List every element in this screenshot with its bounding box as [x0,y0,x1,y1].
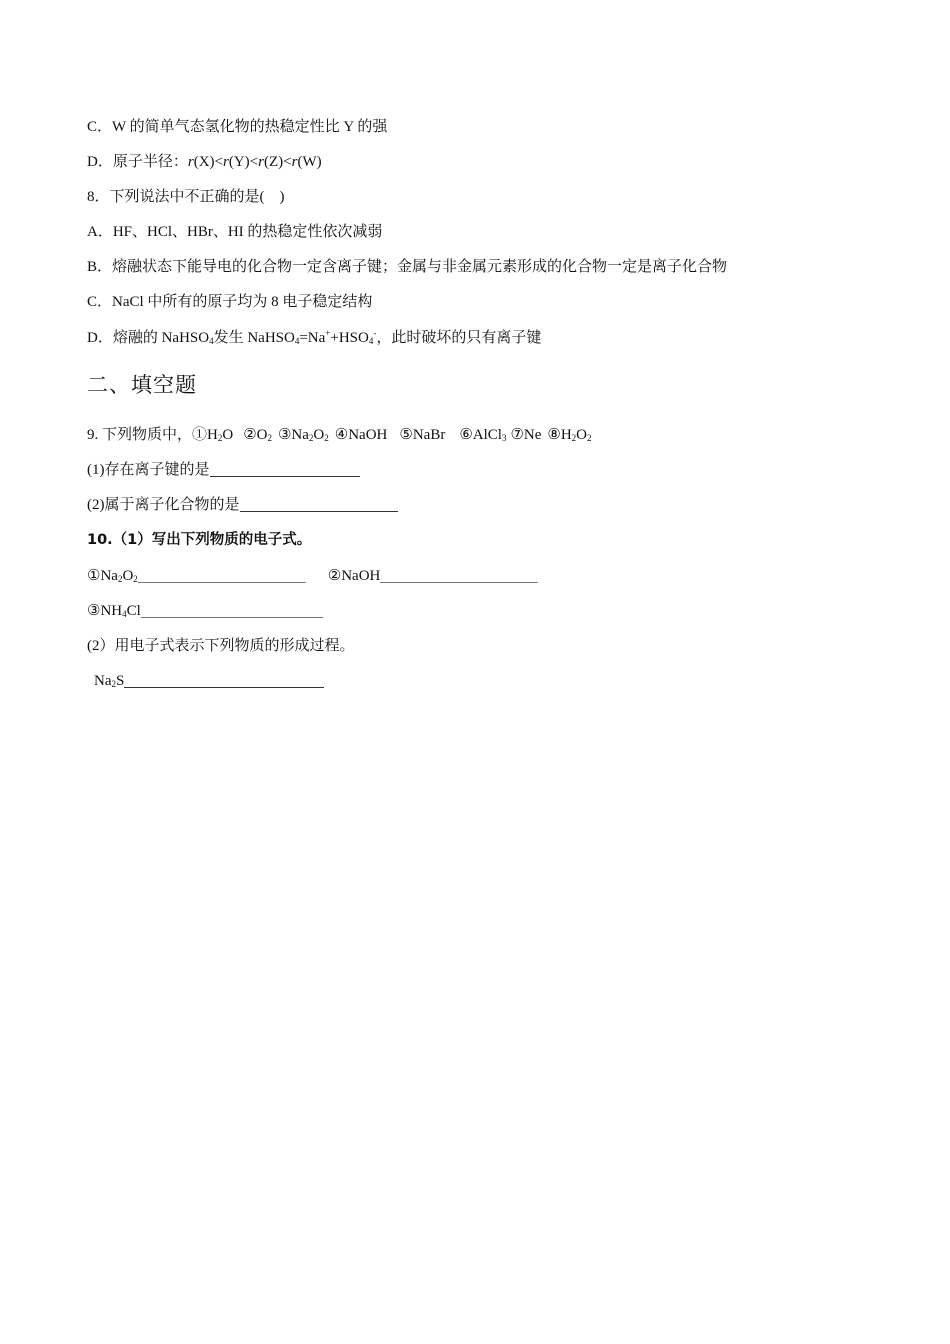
section-title: 二、填空题 [87,373,197,397]
answer-blank[interactable] [380,566,538,583]
q10-part-2: (2）用电子式表示下列物质的形成过程。 [87,638,355,654]
option-text: D．熔融的 NaHSO [87,330,210,346]
q8-option-b: B．熔融状态下能导电的化合物一定含离子键；金属与非金属元素形成的化合物一定是离子化合物 [87,259,728,275]
answer-blank[interactable] [124,671,324,688]
q10-na2s-row [94,671,324,691]
option-text: W 的简单气态氢化物的热稳定性比 Y 的强 [112,119,388,135]
substance-3: ③Na [277,427,309,443]
radius-x: (X) [193,154,215,170]
subscript: 2 [111,679,116,689]
subscript: 2 [324,433,329,443]
q8-option-a: A．HF、HCl、HBr、HI 的热稳定性依次减弱 [87,224,383,240]
subscript: 3 [501,433,507,443]
substance-1: ①H [192,427,218,443]
answer-blank[interactable] [210,460,360,477]
substance-na2s: Na [94,673,112,689]
subscript: 4 [368,336,374,346]
substance-na2s-tail: S [116,673,125,689]
option-text: +HSO [330,330,369,346]
answer-blank[interactable] [141,601,323,618]
superscript: - [373,328,377,338]
substance-1-tail: O [222,427,234,443]
substance-nh4cl-tail: Cl [126,603,141,619]
subscript: 2 [133,574,138,584]
substance-7: ⑦Ne [510,427,542,443]
option-text: =Na [299,330,326,346]
radius-symbol: r [258,154,264,170]
q9-part-1 [87,460,360,480]
q7-option-d [87,152,322,172]
radius-y: (Y) [228,154,250,170]
substance-4: ④NaOH [334,427,388,443]
substance-5: ⑤NaBr [399,427,446,443]
question-stem: 9. 下列物质中， [87,427,193,443]
radius-symbol: r [223,154,229,170]
substance-2: ②O [243,427,268,443]
less-than: < [214,154,223,170]
question-text: (1)存在离子键的是 [87,462,210,478]
option-text: 发生 NaHSO [213,330,295,346]
q7-option-c [87,117,387,137]
subscript: 2 [217,433,223,443]
q10-row-1 [87,566,538,586]
less-than: < [249,154,259,170]
substance-na2o2: ①Na [87,568,118,584]
option-text: ，此时破坏的只有离子键 [376,330,542,346]
superscript: + [325,328,331,338]
q9-part-2 [87,495,398,515]
option-label: C． [87,119,113,135]
substance-nh4cl: ③NH [87,603,123,619]
answer-blank[interactable] [138,566,306,583]
q10-stem: 10.（1）写出下列物质的电子式。 [87,532,312,548]
question-text: (2)属于离子化合物的是 [87,497,240,513]
substance-6: ⑥AlCl [459,427,502,443]
q9-stem [87,425,592,445]
radius-z: (Z) [263,154,284,170]
subscript: 4 [209,336,214,346]
subscript: 2 [308,433,314,443]
q8-option-d [87,328,541,348]
substance-naoh: ②NaOH [327,568,381,584]
substance-8: ⑧H [547,427,572,443]
radius-symbol: r [187,154,194,170]
subscript: 2 [571,433,577,443]
subscript: 4 [294,336,300,346]
radius-w: (W) [297,154,322,170]
q8-stem: 8．下列说法中不正确的是( ) [87,189,285,205]
q10-row-2 [87,601,323,621]
answer-blank[interactable] [240,495,398,512]
radius-symbol: r [291,154,298,170]
option-label: D． [87,154,113,170]
subscript: 2 [587,433,592,443]
option-text: 原子半径： [112,154,188,170]
substance-3-mid: O [313,427,325,443]
subscript: 2 [267,433,272,443]
q8-option-c: C．NaCl 中所有的原子均为 8 电子稳定结构 [87,294,373,310]
subscript: 4 [122,609,127,619]
less-than: < [283,154,292,170]
substance-8-mid: O [576,427,587,443]
substance-na2o2-mid: O [122,568,134,584]
subscript: 2 [117,574,123,584]
